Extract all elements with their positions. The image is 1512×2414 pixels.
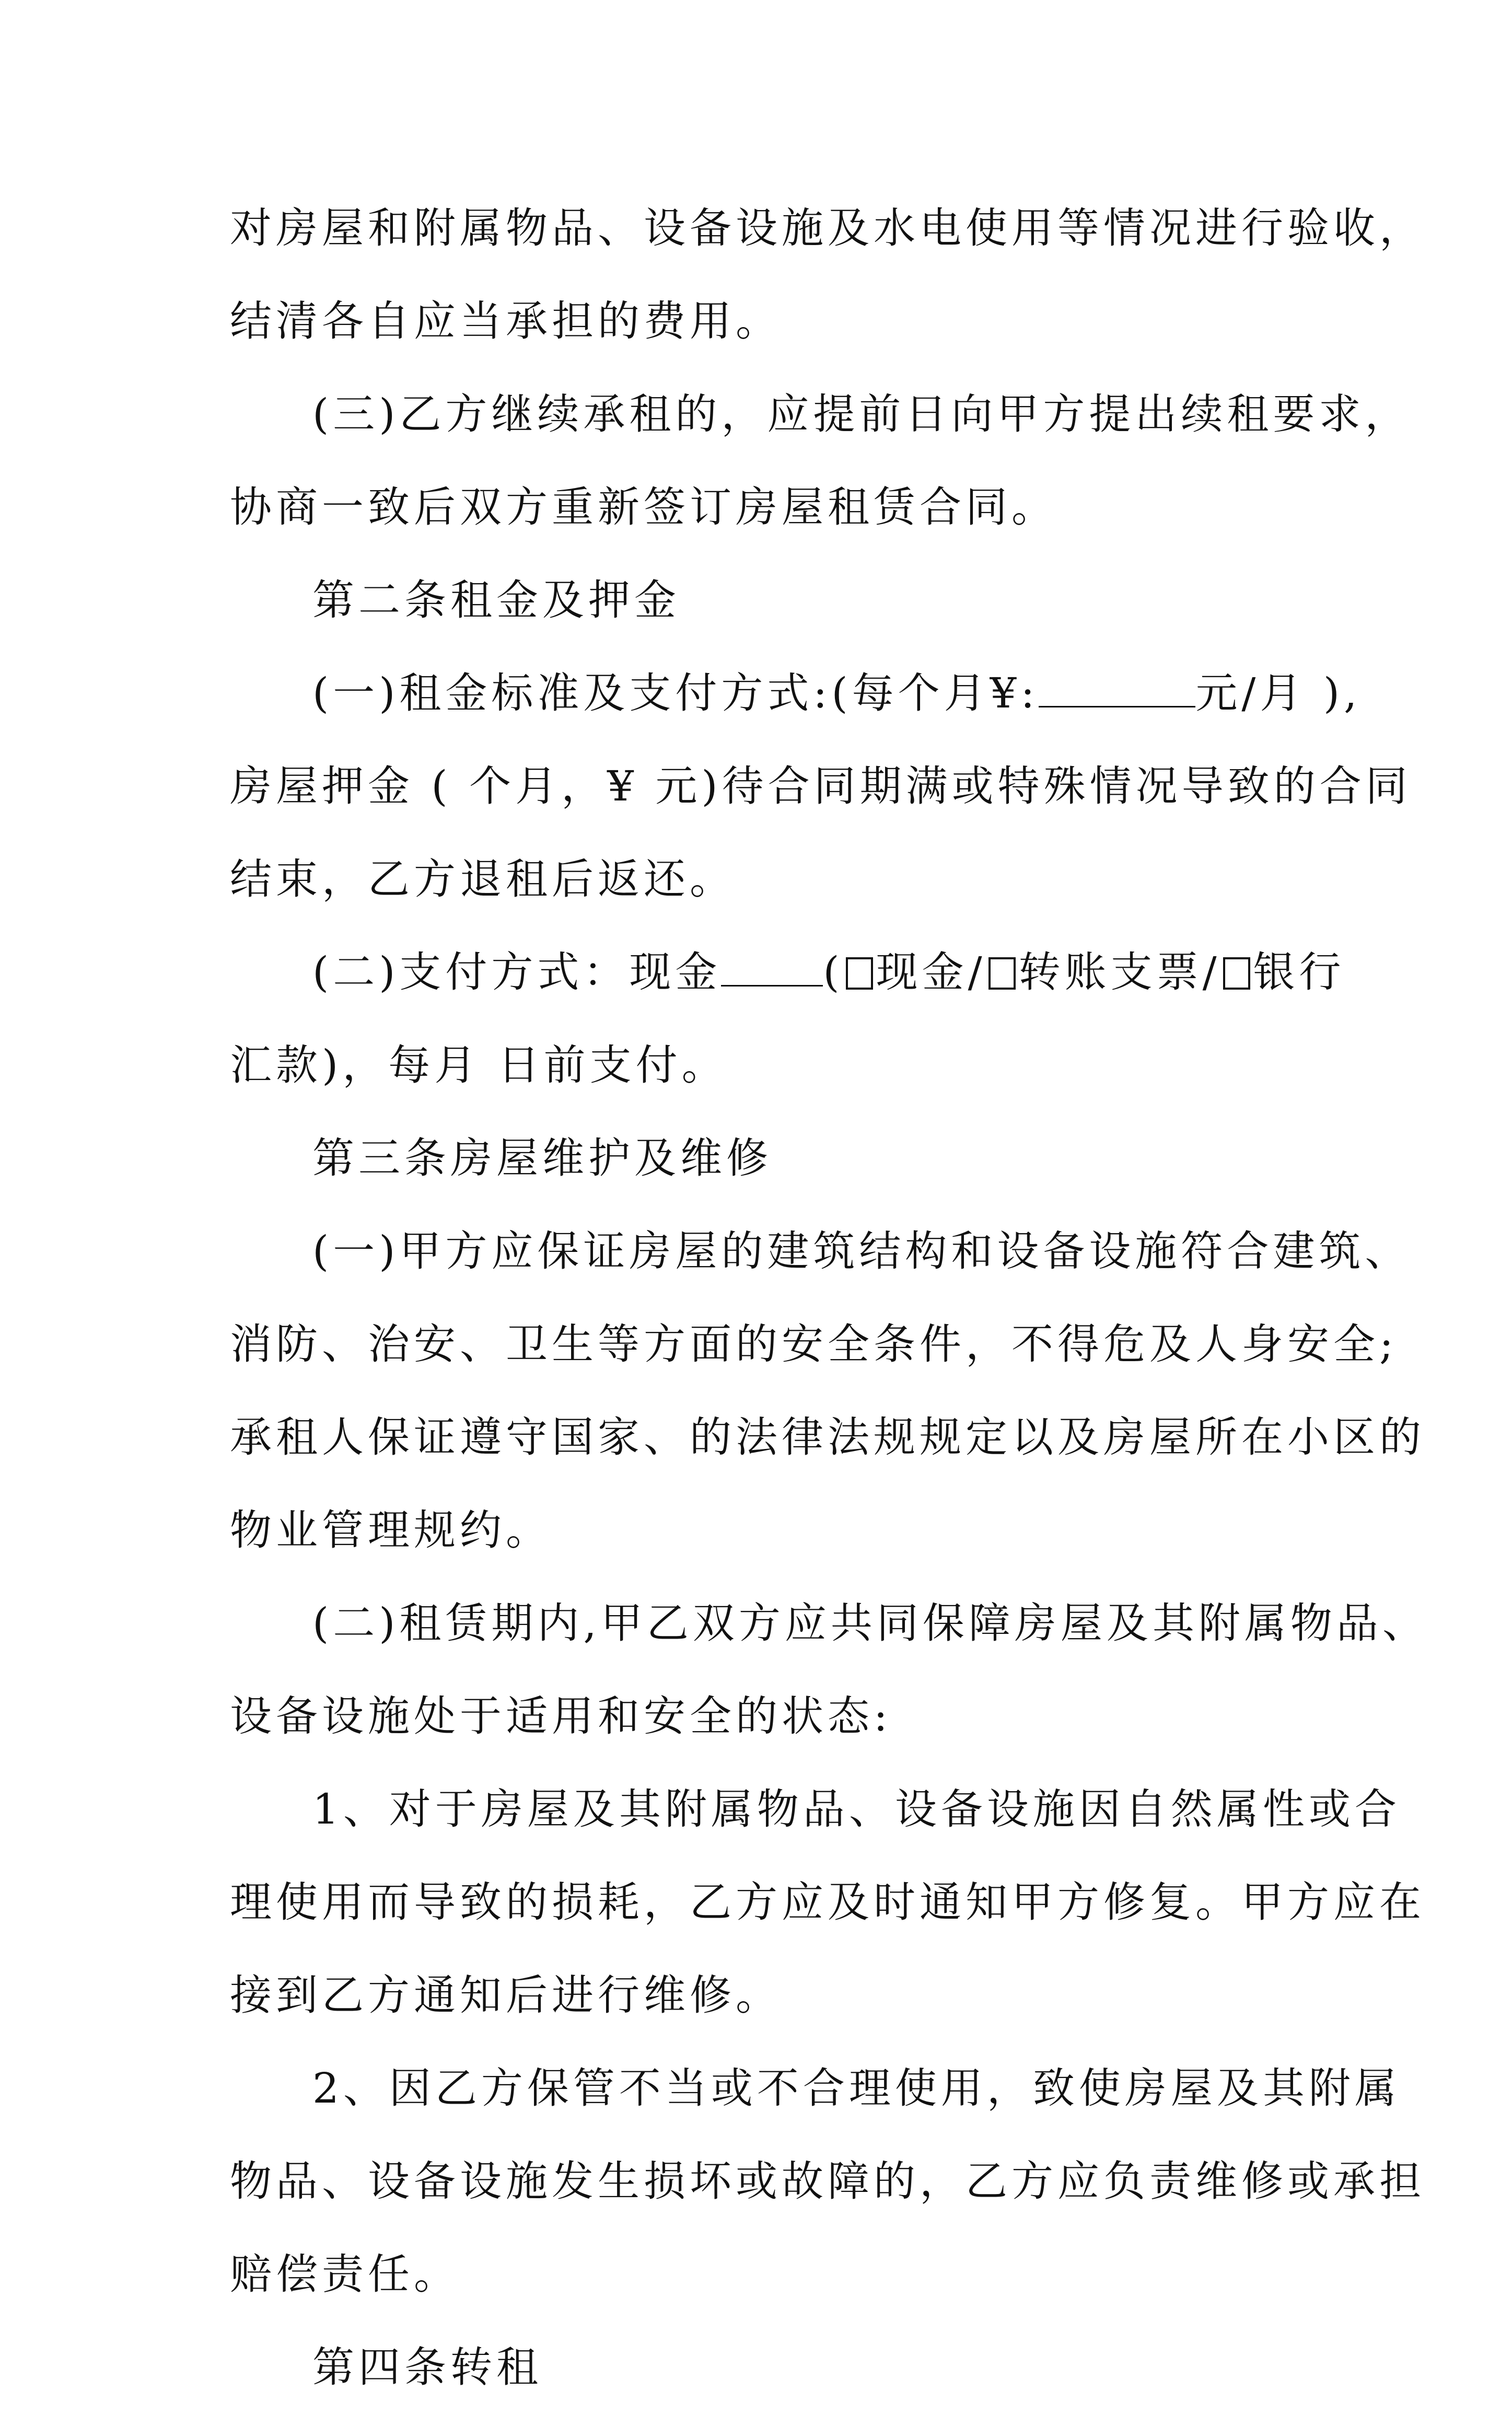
open-paren: ( [823, 948, 844, 996]
option-cash-label: 现金/ [876, 948, 986, 996]
text-line: 协商一致后双方重新签订房屋租赁合同。 [230, 483, 1057, 531]
text-line: 结清各自应当承担的费用。 [230, 297, 782, 345]
text-line: 房屋押金 ( 个月，¥ 元)待合同期满或特殊情况导致的合同 [230, 762, 1412, 810]
cash-blank [721, 951, 823, 987]
text-line: 汇款)，每月 日前支付。 [230, 1041, 728, 1089]
text-line: 设备设施处于适用和安全的状态: [230, 1692, 892, 1740]
text-line: 理使用而导致的损耗，乙方应及时通知甲方修复。甲方应在 [230, 1878, 1425, 1926]
option-bank-label: 银行 [1253, 948, 1345, 996]
item-1-natural-wear: 1、对于房屋及其附属物品、设备设施因自然属性或合 [312, 1785, 1401, 1833]
text-line: 对房屋和附属物品、设备设施及水电使用等情况进行验收， [230, 204, 1425, 252]
article-2-heading: 第二条租金及押金 [312, 576, 680, 624]
text-line: 承租人保证遵守国家、的法律法规规定以及房屋所在小区的 [230, 1413, 1425, 1461]
text-line: 物品、设备设施发生损坏或故障的，乙方应负责维修或承担 [230, 2157, 1425, 2206]
checkbox-cash [846, 957, 873, 990]
checkbox-bank-remittance [1223, 957, 1250, 990]
text-line: 消防、治安、卫生等方面的安全条件，不得危及人身安全; [230, 1320, 1398, 1368]
rent-amount-blank [1039, 672, 1195, 707]
payment-method-label: (二)支付方式：现金 [312, 948, 722, 996]
clause-renewal: (三)乙方继续承租的，应提前日向甲方提出续租要求， [312, 390, 1411, 438]
option-transfer-check-label: 转账支票/ [1018, 948, 1221, 996]
clause-joint-maintenance: (二)租赁期内,甲乙双方应共同保障房屋及其附属物品、 [312, 1599, 1428, 1647]
text-line: 赔偿责任。 [230, 2250, 460, 2299]
rent-unit-text: 元/月 ), [1195, 669, 1362, 717]
clause-rent-standard [230, 647, 1362, 740]
contract-body [230, 182, 1428, 2414]
rent-standard-label: (一)租金标准及支付方式:(每个月¥: [312, 669, 1039, 717]
clause-payment-method [230, 926, 1345, 1019]
text-line: 结束，乙方退租后返还。 [230, 855, 736, 903]
item-2-tenant-damage: 2、因乙方保管不当或不合理使用，致使房屋及其附属 [312, 2064, 1401, 2113]
clause-landlord-safety: (一)甲方应保证房屋的建筑结构和设备设施符合建筑、 [312, 1227, 1411, 1275]
article-3-heading: 第三条房屋维护及维修 [312, 1134, 772, 1182]
text-line: 物业管理规约。 [230, 1506, 552, 1554]
text-line: 接到乙方通知后进行维修。 [230, 1971, 782, 2020]
checkbox-transfer-check [988, 957, 1016, 990]
article-4-heading: 第四条转租 [312, 2343, 542, 2392]
